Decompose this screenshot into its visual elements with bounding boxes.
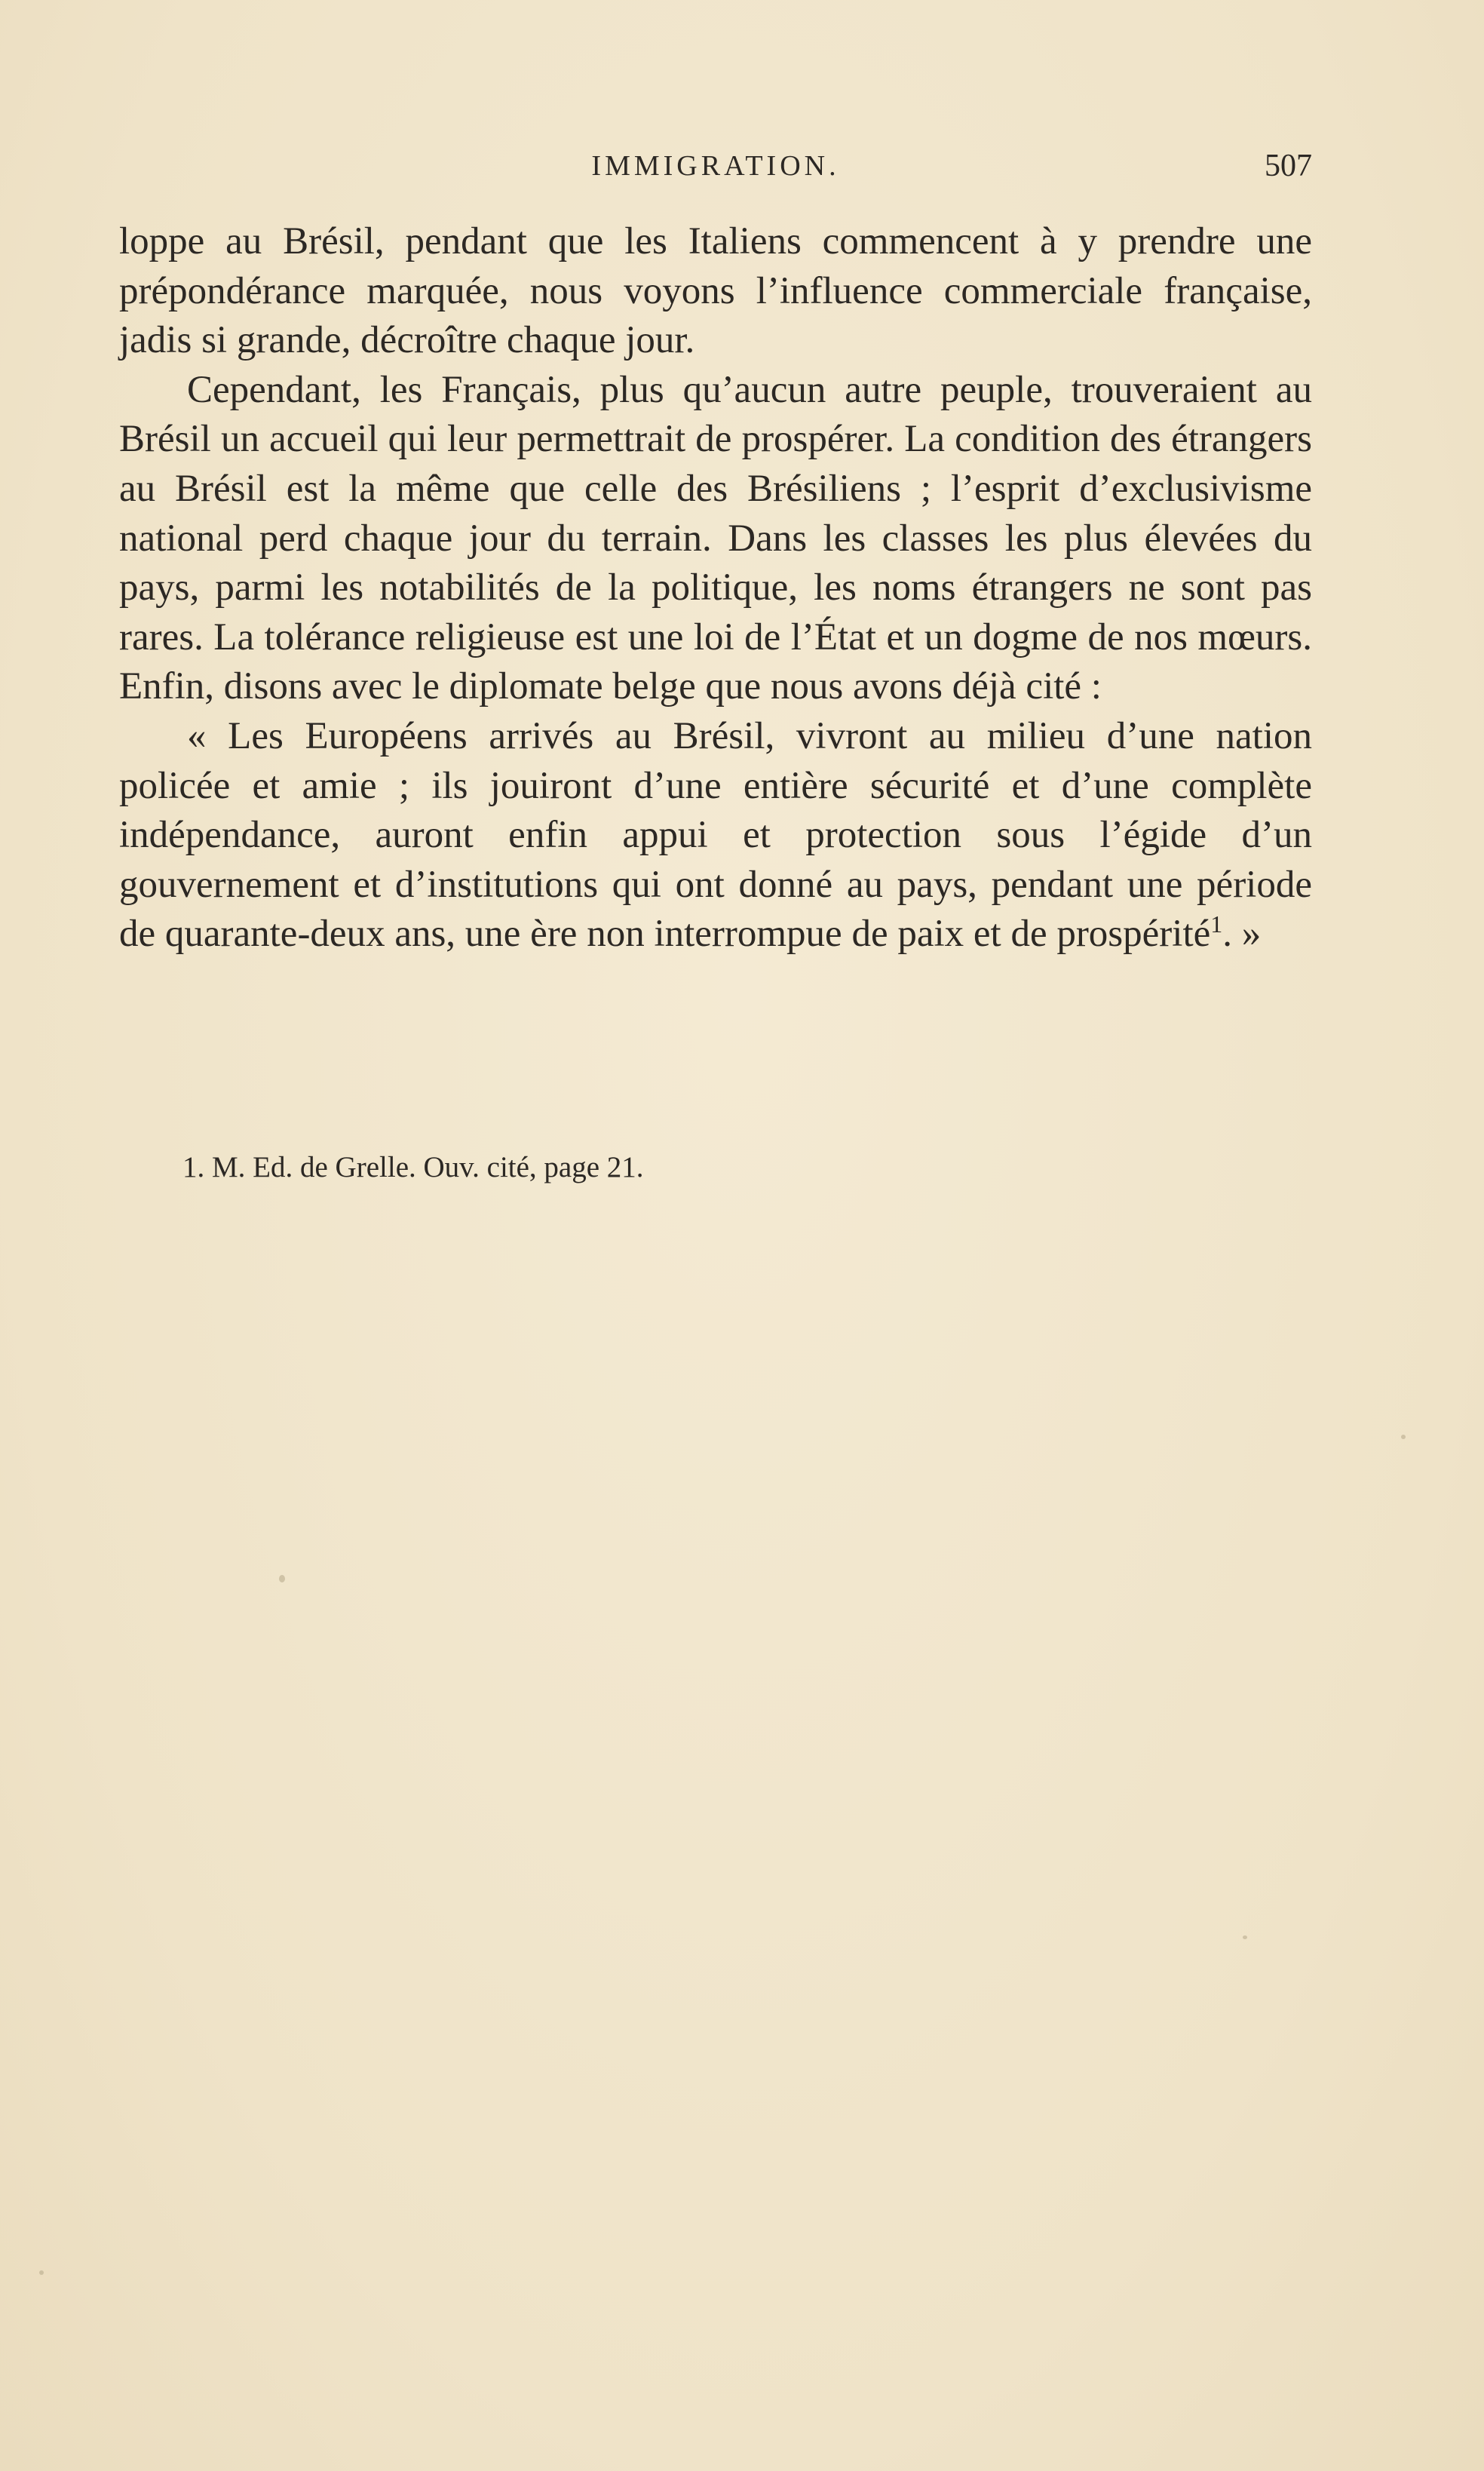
paper-speck (39, 2270, 44, 2275)
quotation-text: « Les Européens arrivés au Brésil, vivront au milieu d’une nation policée et amie ; ils jouiront d’une entière sécurité et d’une complète indépendance, auront enfin appui et protection sous l’égide d’un gouvernement et d’institutions qui ont donné au pays, pendant une période de quarante-deux ans, une ère non interrompue de paix et de prospérité (119, 714, 1312, 956)
footnote: 1. M. Ed. de Grelle. Ouv. cité, page 21. (182, 1151, 644, 1183)
paper-speck (1243, 1935, 1247, 1939)
page-number: 507 (1265, 149, 1312, 183)
body-text (119, 217, 1312, 959)
running-head (119, 145, 1312, 187)
paragraph-3 (119, 712, 1312, 959)
paragraph-2: Cependant, les Français, plus qu’aucun autre peuple, trouveraient au Brésil un accueil qui leur permettrait de prospérer. La condition des étrangers au Brésil est la même que celle des Brésiliens ; l’esprit d’exclusivisme national perd chaque jour du terrain. Dans les classes les plus élevées du pays, parmi les notabilités de la politique, les noms étrangers ne sont pas rares. La tolérance religieuse est une loi de l’État et un dogme de nos mœurs. Enfin, disons avec le diplomate belge que nous avons déjà cité : (119, 368, 1312, 708)
quotation-close: . » (1222, 913, 1262, 956)
paper-speck (1401, 1435, 1406, 1439)
footnote-reference: 1 (1210, 910, 1223, 938)
paragraph-1: loppe au Brésil, pendant que les Italiens commencent à y prendre une prépondérance marquée, nous voyons l’influence commerciale française, jadis si grande, décroître chaque jour. (119, 220, 1312, 362)
paper-speck (279, 1575, 285, 1582)
running-title: IMMIGRATION. (591, 150, 840, 182)
